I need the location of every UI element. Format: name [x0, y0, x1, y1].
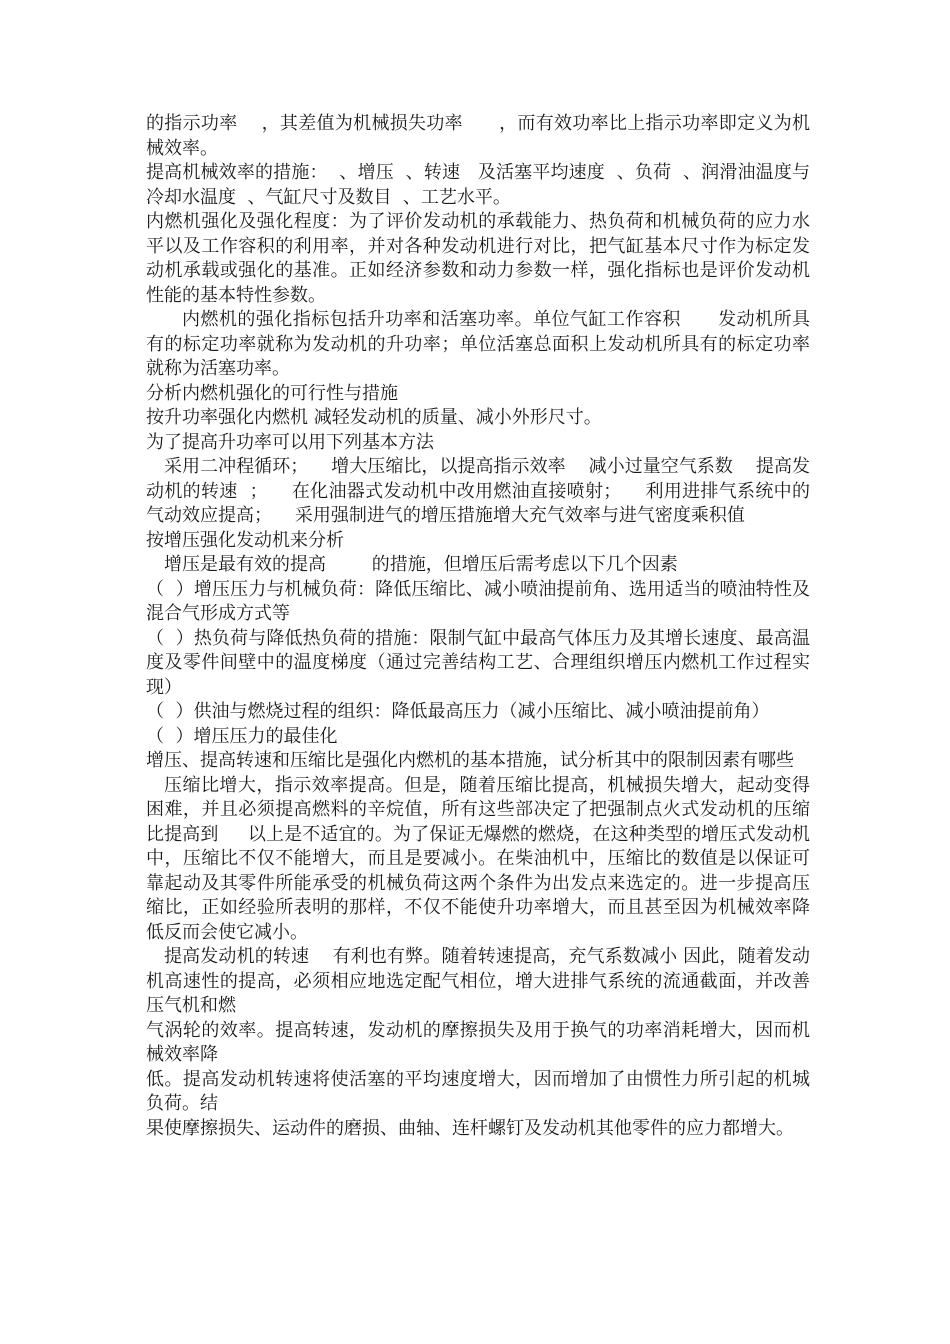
paragraph-1: 的指示功率 ，其差值为机械损失功率 ，而有效功率比上指示功率即定义为机械效率。: [146, 113, 810, 159]
list-item-1: （ ）增压压力与机械负荷：降低压缩比、减小喷油提前角、选用适当的喷油特性及混合气形成方式等: [146, 578, 810, 624]
paragraph-8: 采用二冲程循环； 增大压缩比，以提高指示效率 减小过量空气系数 提高发动机的转速 ； 在化油器式发动机中改用燃油直接喷射； 利用进排气系统中的气动效应提高； 采用强制进气的增压措施增大充气效率与进气密度乘积值: [146, 456, 810, 526]
question-heading: 增压、提高转速和压缩比是强化内燃机的基本措施，试分析其中的限制因素有哪些: [146, 750, 794, 771]
section-heading-turbo: 按增压强化发动机来分析: [146, 529, 344, 551]
paragraph-6: 按升功率强化内燃机 减轻发动机的质量、减小外形尺寸。: [146, 407, 602, 428]
list-item-2: （ ）热负荷与降低热负荷的措施：限制气缸中最高气体压力及其增长速度、最高温度及零件间壁中的温度梯度（通过完善结构工艺、合理组织增压内燃机工作过程实现）: [146, 627, 810, 698]
paragraph-7: 为了提高升功率可以用下列基本方法: [146, 431, 434, 453]
document-page: [146, 112, 810, 1141]
paragraph-18: 气涡轮的效率。提高转速，发动机的摩擦损失及用于换气的功率消耗增大，因而机械效率降: [146, 1019, 810, 1065]
paragraph-4: 内燃机的强化指标包括升功率和活塞功率。单位气缸工作容积 发动机所具有的标定功率就称为发动机的升功率；单位活塞总面积上发动机所具有的标定功率就称为活塞功率。: [146, 309, 810, 379]
list-item-4: （ ）增压压力的最佳化: [146, 725, 338, 747]
paragraph-2: 提高机械效率的措施： 、增压 、转速 及活塞平均速度 、负荷 、润滑油温度与冷却水温度 、气缸尺寸及数目 、工艺水平。: [146, 162, 810, 208]
section-heading-feasibility: 分析内燃机强化的可行性与措施: [146, 382, 398, 404]
paragraph-3: 内燃机强化及强化程度：为了评价发动机的承载能力、热负荷和机械负荷的应力水平以及工作容积的利用率，并对各种发动机进行对比，把气缸基本尺寸作为标定发动机承载或强化的基准。正如经济参数和动力参数一样，强化指标也是评价发动机性能的基本特性参数。: [146, 211, 810, 306]
paragraph-10: 增压是最有效的提高 的措施，但增压后需考虑以下几个因素: [164, 554, 678, 575]
paragraph-17: 提高发动机的转速 有利也有弊。随着转速提高，充气系数减小 因此，随着发动机高速性的提高，必须相应地选定配气相位，增大进排气系统的流通截面，并改善压气机和燃: [146, 946, 810, 1016]
paragraph-19: 低。提高发动机转速将使活塞的平均速度增大，因而增加了由惯性力所引起的机城负荷。结: [146, 1068, 810, 1114]
paragraph-16: 压缩比增大，指示效率提高。但是，随着压缩比提高，机械损失增大，起动变得困难，并且必须提高燃料的辛烷值，所有这些部决定了把强制点火式发动机的压缩比提高到 以上是不适宜的。为了保证无爆燃的燃烧，在这种类型的增压式发动机中，压缩比不仅不能增大，而且是要减小。在柴油机中，压缩比的数值是以保证可靠起动及其零件所能承受的机械负荷这两个条件为出发点来选定的。进一步提高压缩比，正如经验所表明的那样，不仅不能使升功率增大，而且甚至因为机械效率降低反而会使它减小。: [146, 774, 810, 943]
list-item-3: （ ）供油与燃烧过程的组织：降低最高压力（减小压缩比、减小喷油提前角）: [146, 701, 770, 722]
paragraph-20: 果使摩擦损失、运动件的磨损、曲轴、连杆螺钉及发动机其他零件的应力都增大。: [146, 1117, 794, 1139]
